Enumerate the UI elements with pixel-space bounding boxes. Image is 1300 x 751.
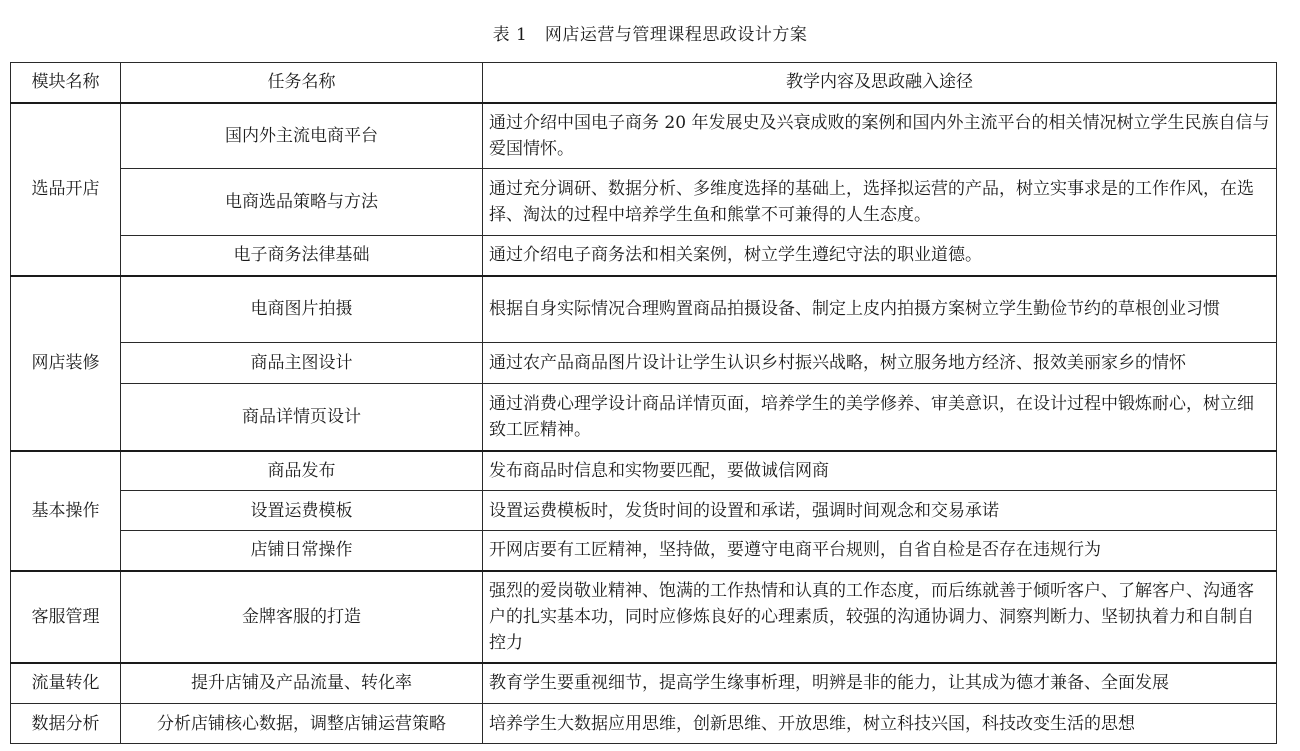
table-row [11,491,1277,531]
content-cell: 通过农产品商品图片设计让学生认识乡村振兴战略，树立服务地方经济、报效美丽家乡的情怀 [483,343,1277,384]
header-content: 教学内容及思政融入途径 [483,63,1277,103]
table-row [11,384,1277,451]
task-cell: 电商选品策略与方法 [121,169,483,236]
table-row [11,276,1277,343]
task-cell: 电商图片拍摄 [121,276,483,343]
content-cell: 开网店要有工匠精神，坚持做，要遵守电商平台规则，自省自检是否存在违规行为 [483,531,1277,571]
table-row [11,169,1277,236]
module-cell: 选品开店 [11,103,121,276]
task-cell: 分析店铺核心数据，调整店铺运营策略 [121,704,483,744]
table-row [11,571,1277,663]
content-cell: 教育学生要重视细节，提高学生缘事析理，明辨是非的能力，让其成为德才兼备、全面发展 [483,663,1277,704]
header-task: 任务名称 [121,63,483,103]
module-cell: 网店装修 [11,276,121,451]
task-cell: 商品主图设计 [121,343,483,384]
task-cell: 商品详情页设计 [121,384,483,451]
table-row [11,704,1277,744]
content-cell: 根据自身实际情况合理购置商品拍摄设备、制定上皮内拍摄方案树立学生勤俭节约的草根创业习惯 [483,276,1277,343]
header-module: 模块名称 [11,63,121,103]
content-cell: 设置运费模板时，发货时间的设置和承诺，强调时间观念和交易承诺 [483,491,1277,531]
task-cell: 商品发布 [121,451,483,491]
module-cell: 数据分析 [11,704,121,744]
content-cell: 通过充分调研、数据分析、多维度选择的基础上，选择拟运营的产品，树立实事求是的工作作风，在选择、淘汰的过程中培养学生鱼和熊掌不可兼得的人生态度。 [483,169,1277,236]
table-row [11,663,1277,704]
task-cell: 国内外主流电商平台 [121,103,483,169]
content-cell: 通过消费心理学设计商品详情页面，培养学生的美学修养、审美意识，在设计过程中锻炼耐心，树立细致工匠精神。 [483,384,1277,451]
task-cell: 设置运费模板 [121,491,483,531]
module-cell: 基本操作 [11,451,121,571]
content-cell: 培养学生大数据应用思维，创新思维、开放思维，树立科技兴国，科技改变生活的思想 [483,704,1277,744]
module-cell: 客服管理 [11,571,121,663]
task-cell: 店铺日常操作 [121,531,483,571]
table-header-row [11,63,1277,103]
task-cell: 提升店铺及产品流量、转化率 [121,663,483,704]
table-row [11,236,1277,276]
content-cell: 通过介绍电子商务法和相关案例，树立学生遵纪守法的职业道德。 [483,236,1277,276]
module-cell: 流量转化 [11,663,121,704]
content-cell: 通过介绍中国电子商务 20 年发展史及兴衰成败的案例和国内外主流平台的相关情况树立学生民族自信与爱国情怀。 [483,103,1277,169]
table-row [11,531,1277,571]
content-cell: 发布商品时信息和实物要匹配，要做诚信网商 [483,451,1277,491]
content-cell: 强烈的爱岗敬业精神、饱满的工作热情和认真的工作态度，而后练就善于倾听客户、了解客户、沟通客户的扎实基本功，同时应修炼良好的心理素质，较强的沟通协调力、洞察判断力、坚韧执着力和自制自控力 [483,571,1277,663]
table-row [11,103,1277,169]
task-cell: 电子商务法律基础 [121,236,483,276]
task-cell: 金牌客服的打造 [121,571,483,663]
table-row [11,451,1277,491]
course-design-table [10,62,1277,744]
table-caption: 表 1 网店运营与管理课程思政设计方案 [492,25,808,45]
table-row [11,343,1277,384]
